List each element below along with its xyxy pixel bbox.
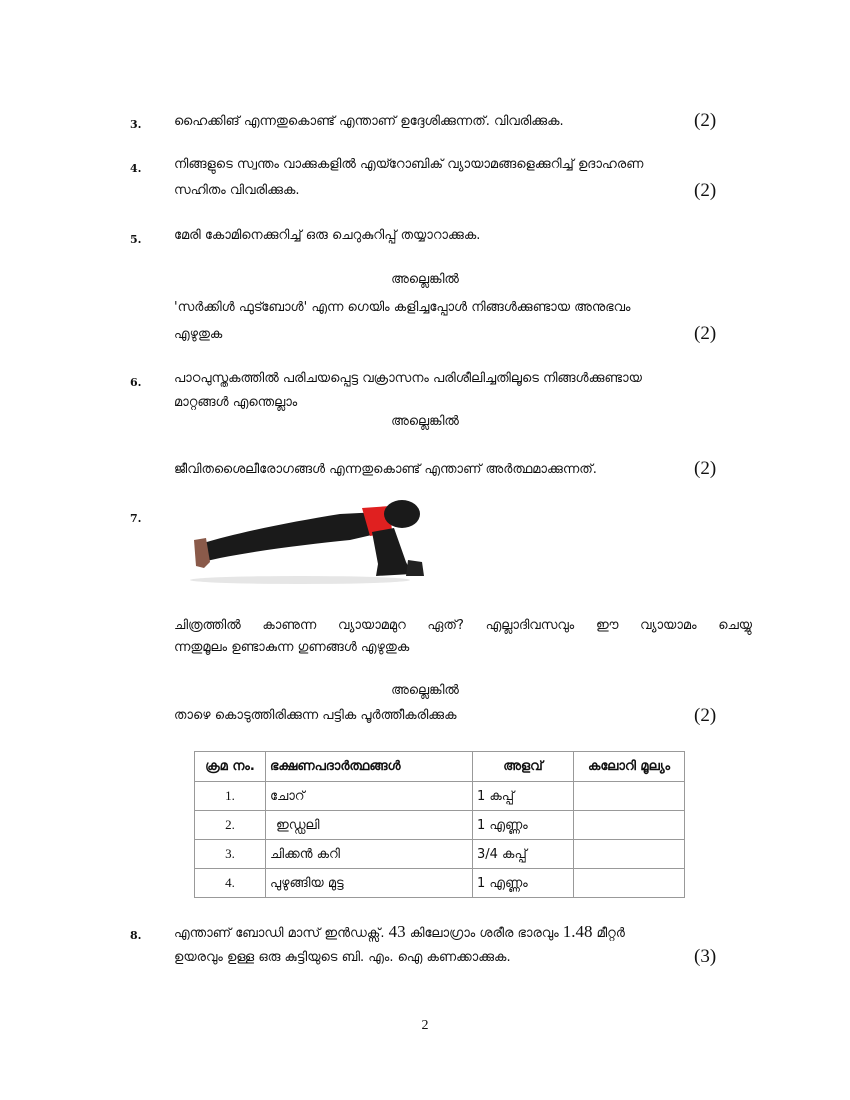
question-6-line-2: മാറ്റങ്ങൾ എന്തെല്ലാം xyxy=(174,395,298,410)
question-7-alt-text: താഴെ കൊടുത്തിരിക്കുന്ന പട്ടിക പൂർത്തീകരിക്കുക xyxy=(174,708,457,723)
question-number-3: 3. xyxy=(130,118,142,131)
question-4-marks: (2) xyxy=(694,180,717,201)
plank-exercise-image xyxy=(180,492,428,586)
table-header-row xyxy=(195,752,685,782)
question-number-7: 7. xyxy=(130,512,142,525)
question-5-alt-line-1: 'സർക്കിൾ ഫുട്ബോൾ' എന്ന ഗെയിം കളിച്ചപ്പോൾ നിങ്ങൾക്കുണ്ടായ അനുഭവം xyxy=(174,300,631,315)
page-number: 2 xyxy=(421,1018,429,1033)
question-7-or: അല്ലെങ്കിൽ xyxy=(391,683,459,698)
question-number-6: 6. xyxy=(130,376,142,389)
question-4-line-1: നിങ്ങളുടെ സ്വന്തം വാക്കുകളിൽ എയ്റോബിക് വ്യായാമങ്ങളെക്കുറിച്ച് ഉദാഹരണ xyxy=(174,157,644,172)
question-6-alt-text: ജീവിതശൈലീരോഗങ്ങൾ എന്നതുകൊണ്ട് എന്താണ് അർത്ഥമാക്കുന്നത്. xyxy=(174,462,597,477)
question-3-text: ഹൈക്കിങ് എന്നതുകൊണ്ട് എന്താണ് ഉദ്ദേശിക്കുന്നത്. വിവരിക്കുക. xyxy=(174,114,564,129)
table-cell-serial: 4. xyxy=(195,869,266,898)
question-4-line-2: സഹിതം വിവരിക്കുക. xyxy=(174,183,300,198)
question-3-marks: (2) xyxy=(694,110,717,131)
table-header-quantity: അളവ് xyxy=(473,752,574,782)
table-cell-quantity: 3/4 കപ്പ് xyxy=(473,840,574,869)
question-8-line-2: ഉയരവും ഉള്ള ഒരു കുട്ടിയുടെ ബി. എം. ഐ കണക്കാക്കുക. xyxy=(174,950,511,965)
question-number-8: 8. xyxy=(130,929,142,942)
table-header-calorie: കലോറി മൂല്യം xyxy=(574,752,685,782)
table-cell-calorie xyxy=(574,782,685,811)
question-6-or: അല്ലെങ്കിൽ xyxy=(391,414,459,429)
question-7-line-1: ചിത്രത്തിൽ കാണുന്ന വ്യായാമമുറ ഏത്? എല്ലാദിവസവും ഈ വ്യായാമം ചെയ്യു xyxy=(174,618,752,633)
table-row xyxy=(195,782,685,811)
table-cell-calorie xyxy=(574,840,685,869)
table-cell-serial: 3. xyxy=(195,840,266,869)
question-7-line-2: ന്നതുമൂലം ഉണ്ടാകുന്ന ഗുണങ്ങൾ എഴുതുക xyxy=(174,640,410,655)
question-5-text: മേരി കോമിനെക്കുറിച്ച് ഒരു ചെറുകുറിപ്പ് തയ്യാറാക്കുക. xyxy=(174,228,481,243)
question-8-line-1 xyxy=(174,922,625,942)
table-cell-food: ചോറ് xyxy=(266,782,473,811)
question-number-5: 5. xyxy=(130,233,142,246)
question-8-marks: (3) xyxy=(694,946,717,967)
table-header-food: ഭക്ഷണപദാർത്ഥങ്ങൾ xyxy=(266,752,473,782)
table-row xyxy=(195,869,685,898)
question-5-or: അല്ലെങ്കിൽ xyxy=(391,272,459,287)
question-number-4: 4. xyxy=(130,162,142,175)
table-cell-food: ചിക്കൻ കറി xyxy=(266,840,473,869)
question-6-marks: (2) xyxy=(694,458,717,479)
table-cell-calorie xyxy=(574,869,685,898)
table-cell-quantity: 1 എണ്ണം xyxy=(473,811,574,840)
table-cell-quantity: 1 കപ്പ് xyxy=(473,782,574,811)
question-8-height-value: 1.48 xyxy=(562,922,593,941)
table-cell-food: പുഴുങ്ങിയ മുട്ട xyxy=(266,869,473,898)
table-cell-food: ഇഡ്ഡലി xyxy=(266,811,473,840)
question-8-weight-value: 43 xyxy=(388,922,406,941)
table-cell-serial: 1. xyxy=(195,782,266,811)
table-row xyxy=(195,840,685,869)
table-cell-serial: 2. xyxy=(195,811,266,840)
food-calorie-table xyxy=(194,751,685,898)
question-6-line-1: പാഠപുസ്തകത്തിൽ പരിചയപ്പെട്ട വക്രാസനം പരിശീലിച്ചതിലൂടെ നിങ്ങൾക്കുണ്ടായ xyxy=(174,371,642,386)
question-7-marks: (2) xyxy=(694,705,717,726)
plank-figure xyxy=(190,500,424,584)
question-8-text-a: എന്താണ് ബോഡി മാസ് ഇൻഡക്സ്. xyxy=(174,926,385,941)
table-cell-calorie xyxy=(574,811,685,840)
question-8-text-c: മീറ്റർ xyxy=(596,926,625,941)
question-8-text-b: കിലോഗ്രാം ശരീര ഭാരവും xyxy=(409,926,559,941)
question-5-alt-line-2: എഴുതുക xyxy=(174,327,223,342)
table-header-serial: ക്രമ നം. xyxy=(195,752,266,782)
table-cell-quantity: 1 എണ്ണം xyxy=(473,869,574,898)
question-5-marks: (2) xyxy=(694,323,717,344)
table-row xyxy=(195,811,685,840)
